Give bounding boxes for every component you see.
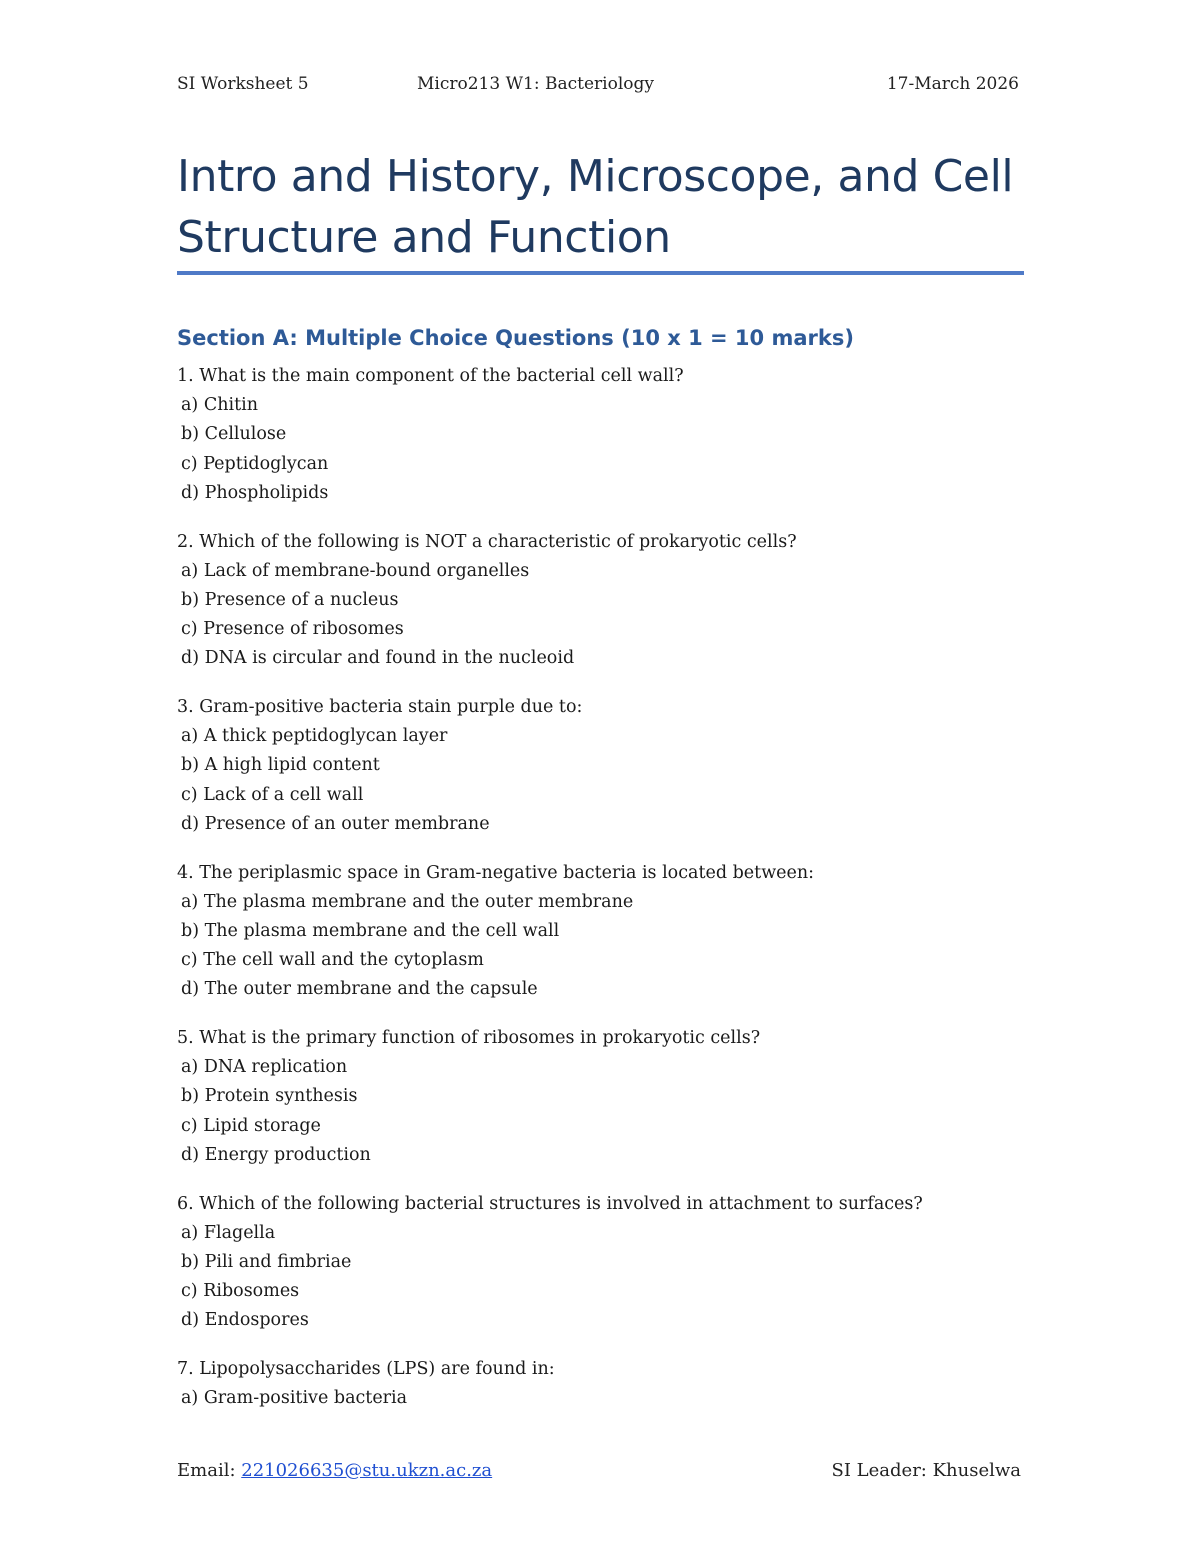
answer-option: d) Endospores xyxy=(181,1310,309,1331)
answer-option: a) DNA replication xyxy=(181,1057,348,1078)
answer-option: b) Pili and fimbriae xyxy=(181,1251,352,1272)
question-stem: 4. The periplasmic space in Gram-negative bacteria is located between: xyxy=(177,862,815,883)
question-5 xyxy=(177,1024,1023,1170)
question-6 xyxy=(177,1190,1023,1336)
answer-option: a) Lack of membrane-bound organelles xyxy=(181,560,530,581)
answer-option: a) Flagella xyxy=(181,1222,276,1243)
title-divider xyxy=(177,271,1024,275)
email-link[interactable]: 221026635@stu.ukzn.ac.za xyxy=(241,1460,493,1481)
answer-option: c) Presence of ribosomes xyxy=(181,619,404,640)
answer-option: b) Cellulose xyxy=(181,424,287,445)
answer-option: c) Lack of a cell wall xyxy=(181,784,364,805)
question-1 xyxy=(177,362,1023,508)
answer-option: a) A thick peptidoglycan layer xyxy=(181,726,448,747)
answer-option: c) The cell wall and the cytoplasm xyxy=(181,950,484,971)
page-title-line-2: Structure and Function xyxy=(177,212,671,263)
answer-option: b) Presence of a nucleus xyxy=(181,589,399,610)
answer-option: d) The outer membrane and the capsule xyxy=(181,979,538,1000)
question-list xyxy=(177,362,1023,1433)
question-3 xyxy=(177,693,1023,839)
answer-option: c) Peptidoglycan xyxy=(181,453,329,474)
answer-option: b) Protein synthesis xyxy=(181,1086,358,1107)
answer-option: c) Ribosomes xyxy=(181,1281,300,1302)
question-7 xyxy=(177,1355,1023,1413)
page-header xyxy=(177,74,1023,98)
answer-option: a) The plasma membrane and the outer membrane xyxy=(181,891,634,912)
question-stem: 6. Which of the following bacterial structures is involved in attachment to surfaces? xyxy=(177,1193,923,1214)
email-label: Email: xyxy=(177,1460,242,1481)
header-worksheet-number: SI Worksheet 5 xyxy=(177,74,309,94)
answer-option: d) Phospholipids xyxy=(181,482,329,503)
answer-option: b) A high lipid content xyxy=(181,755,380,776)
question-stem: 1. What is the main component of the bacterial cell wall? xyxy=(177,366,684,386)
page-footer xyxy=(177,1460,1023,1486)
page-title-line-1: Intro and History, Microscope, and Cell xyxy=(177,151,1014,202)
answer-option: d) Energy production xyxy=(181,1144,371,1165)
header-course: Micro213 W1: Bacteriology xyxy=(417,74,654,94)
question-2 xyxy=(177,528,1023,674)
footer-si-leader: SI Leader: Khuselwa xyxy=(831,1460,1021,1481)
page-title xyxy=(177,146,1023,268)
section-heading: Section A: Multiple Choice Questions (10 x 1 = 10 marks) xyxy=(177,326,854,350)
answer-option: d) Presence of an outer membrane xyxy=(181,813,490,834)
question-stem: 3. Gram-positive bacteria stain purple due to: xyxy=(177,697,583,718)
answer-option: a) Chitin xyxy=(181,395,258,416)
question-stem: 2. Which of the following is NOT a characteristic of prokaryotic cells? xyxy=(177,531,797,552)
answer-option: c) Lipid storage xyxy=(181,1115,321,1136)
answer-option: d) DNA is circular and found in the nucleoid xyxy=(181,648,575,669)
question-4 xyxy=(177,859,1023,1005)
question-stem: 5. What is the primary function of ribosomes in prokaryotic cells? xyxy=(177,1028,761,1049)
header-date: 17-March 2026 xyxy=(886,74,1019,94)
answer-option: a) Gram-positive bacteria xyxy=(181,1388,408,1409)
footer-email xyxy=(177,1460,492,1481)
answer-option: b) The plasma membrane and the cell wall xyxy=(181,920,560,941)
question-stem: 7. Lipopolysaccharides (LPS) are found in: xyxy=(177,1359,555,1380)
